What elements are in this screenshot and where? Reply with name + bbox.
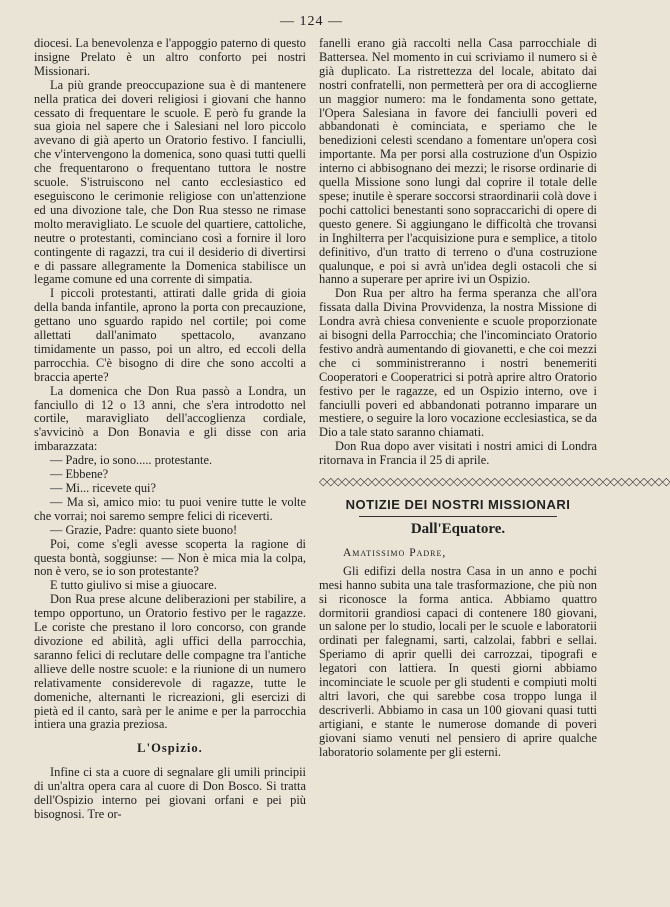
paragraph: Infine ci sta a cuore di segnalare gli umili principii di un'altra opera cara al cuore di Don Bosco. Si tratta dell'Ospizio interno pei giovani orfani e pei più bisognosi. Tre or- [34,765,306,821]
section-title-notizie: NOTIZIE DEI NOSTRI MISSIONARI [345,497,571,513]
paragraph: E tutto giulivo si mise a giuocare. [50,578,217,593]
left-column [34,37,306,822]
paragraph: Don Rua dopo aver visitati i nostri amici di Londra ritornava in Francia il 25 di aprile. [319,439,597,468]
paragraph: La domenica che Don Rua passò a Londra, un fanciullo di 12 o 13 anni, che s'era introdotto nel cortile, maravigliato dell'accoglienza cordiale, s'avvicinò a Don Bonavia e gli disse con aria imbarazzata: [34,383,306,454]
sub-heading-equatore: Dall'Equatore. [410,521,506,537]
right-column [319,36,670,760]
paragraph: Gli edifizi della nostra Casa in un anno e pochi mesi hanno subita una tale trasformazione, che più non si riconosce la forma antica. Abbiamo quattro dormitorii grandiosi capaci di contenere 180 giovani, un salone per lo studio, locali per le scuole e laboratorii ordinati per falegnami, sarti, calzolai, fabbri e sellai. Speriamo di aprir quelli dei carrozzai, tipografi e legatori con lattiera. In questi giorni abbiamo incominciate le scuole per gli studenti e compiuti molti altri lavori, che qui sarebbe cosa troppo lunga il descriverli. Abbiamo in casa un 100 giovani quasi tutti artigiani, e stante le numerose domande di poveri giovani siamo venuti nel pensiero di aprire qualche laboratorio solamente per gli esterni. [319,563,597,759]
paragraph: I piccoli protestanti, attirati dalle grida di gioia della banda infantile, aprono la porta con precauzione, gettano uno sguardo rapido nel cortile; poi come allettati dall'animato spettacolo, avanzano timidamente un passo, poi un altro, ed eccoli della parrocchia. C'è bisogno di dire che sono accolti a braccia aperte? [34,286,306,384]
ornamental-divider: ◇◇◇◇◇◇◇◇◇◇◇◇◇◇◇◇◇◇◇◇◇◇◇◇◇◇◇◇◇◇◇◇◇◇◇◇◇◇◇◇◇◇◇◇◇◇◇ [319,476,670,489]
dialogue-line: — Ebbene? [50,467,109,482]
paragraph: Poi, come s'egli avesse scoperta la ragione di questa bontà, soggiunse: — Non è mica mia la colpa, non è vero, se io son protestante? [34,536,306,579]
dialogue-line: — Mi... ricevete qui? [50,481,156,495]
dialogue-line: — Padre, io sono..... protestante. [50,453,213,468]
paragraph: La più grande preoccupazione sua è di mantenere nella pratica dei doveri religiosi i giovani che hanno cessato di frequentare le scuole. E però fu grande la sua gioia nel sapere che i Salesiani nel loro piccolo avevano di già aperto un Oratorio festivo. I fanciulli, che v'intervengono la domenica, sono quasi tutti quelli che frequentarono o frequentano tuttora le nostre scuole. S'istruiscono nel canto ecclesiastico ed eseguiscono le cerimonie religiose con un'attenzione ed una divozione tale, che Don Rua stesso ne rimase molto meravigliato. Le scuole del quartiere, cattoliche, neutre o protestanti, cominciano così a fornire il loro contingente di ragazzi, tra cui il desiderio di divertirsi e di passare allegramente la Domenica stabilisce un legame comune ed una corrente di simpatia. [34,77,306,287]
page-number: — 124 — [280,14,343,29]
dialogue-line: — Grazie, Padre: quanto siete buono! [50,522,238,537]
paragraph: fanelli erano già raccolti nella Casa parrocchiale di Battersea. Nel momento in cui scriviamo il numero si è già duplicato. La ristrettezza del locale, abitato dai nostri confratelli, non permetterà per ora di accoglierne un maggior numero: ma le fondamenta sono gettate, l'Opera Salesiana in favore dei fanciulli poveri ed abbandonati è cominciata, e speriamo che le benedizioni celesti scendano a fomentare un'opera così importante. Ma per porsi alla costruzione d'un Ospizio interno ci abbisognano dei mezzi; le risorse ordinarie di quella Missione sono lungi dal coprire il totale delle spese; inutile è sperare soccorsi straordinarii colà dove i pochi cattolici benestanti sono sopraccarichi di opere di questo genere. Si aggiungano le difficoltà che trovansi in Inghilterra per l'acquisizione pura e semplice, a titolo definitivo, d'un tratto di terreno o d'una costruzione qualunque, e poi si avrà un'idea degli ostacoli che si hanno a superare per aprire ivi un Ospizio. [319,36,597,287]
section-heading-ospizio: L'Ospizio. [137,741,203,756]
paragraph: diocesi. La benevolenza e l'appoggio paterno di questo insigne Prelato è un altro conforto pei nostri Missionari. [34,36,306,78]
letter-salutation: Amatissimo Padre, [343,546,447,559]
divider-rule [359,516,557,517]
dialogue-line: — Ma sì, amico mio: tu puoi venire tutte le volte che vorrai; noi saremo sempre felici di riceverti. [34,494,306,523]
paragraph: Don Rua per altro ha ferma speranza che all'ora fissata dalla Divina Provvidenza, la nostra Missione di Londra avrà chiesa conveniente e scuole proporzionate ai bisogni della Parrocchia; che l'incominciato Oratorio festivo andrà aumentando di giovanetti, e che coi mezzi che ci somministreranno i nostri benemeriti Cooperatori e Cooperatrici si potrà aprire altro Oratorio festivo per le ragazze, ed un Ospizio interno, ove i fanciulli poveri ed abbandonati potranno imparare un mestiere, o seguire la loro vocazione ecclesiastica, se da Dio a tale stato saranno chiamati. [319,286,597,440]
paragraph: Don Rua prese alcune deliberazioni per stabilire, a tempo opportuno, un Oratorio festivo per le ragazze. Le coriste che prestano il loro concorso, con grande divozione ed abilità, agli uffici della parrocchia, saranno felici di reclutare delle compagne tra l'antiche allieve delle nostre scuole: e la riunione di un numero relativamente considerevole di ragazze, tutte le domeniche, alternanti le ricreazioni, gli esercizi di pietà ed il canto, sarà per le anime e per la parrocchia intiera una grazia preziosa. [34,592,306,732]
